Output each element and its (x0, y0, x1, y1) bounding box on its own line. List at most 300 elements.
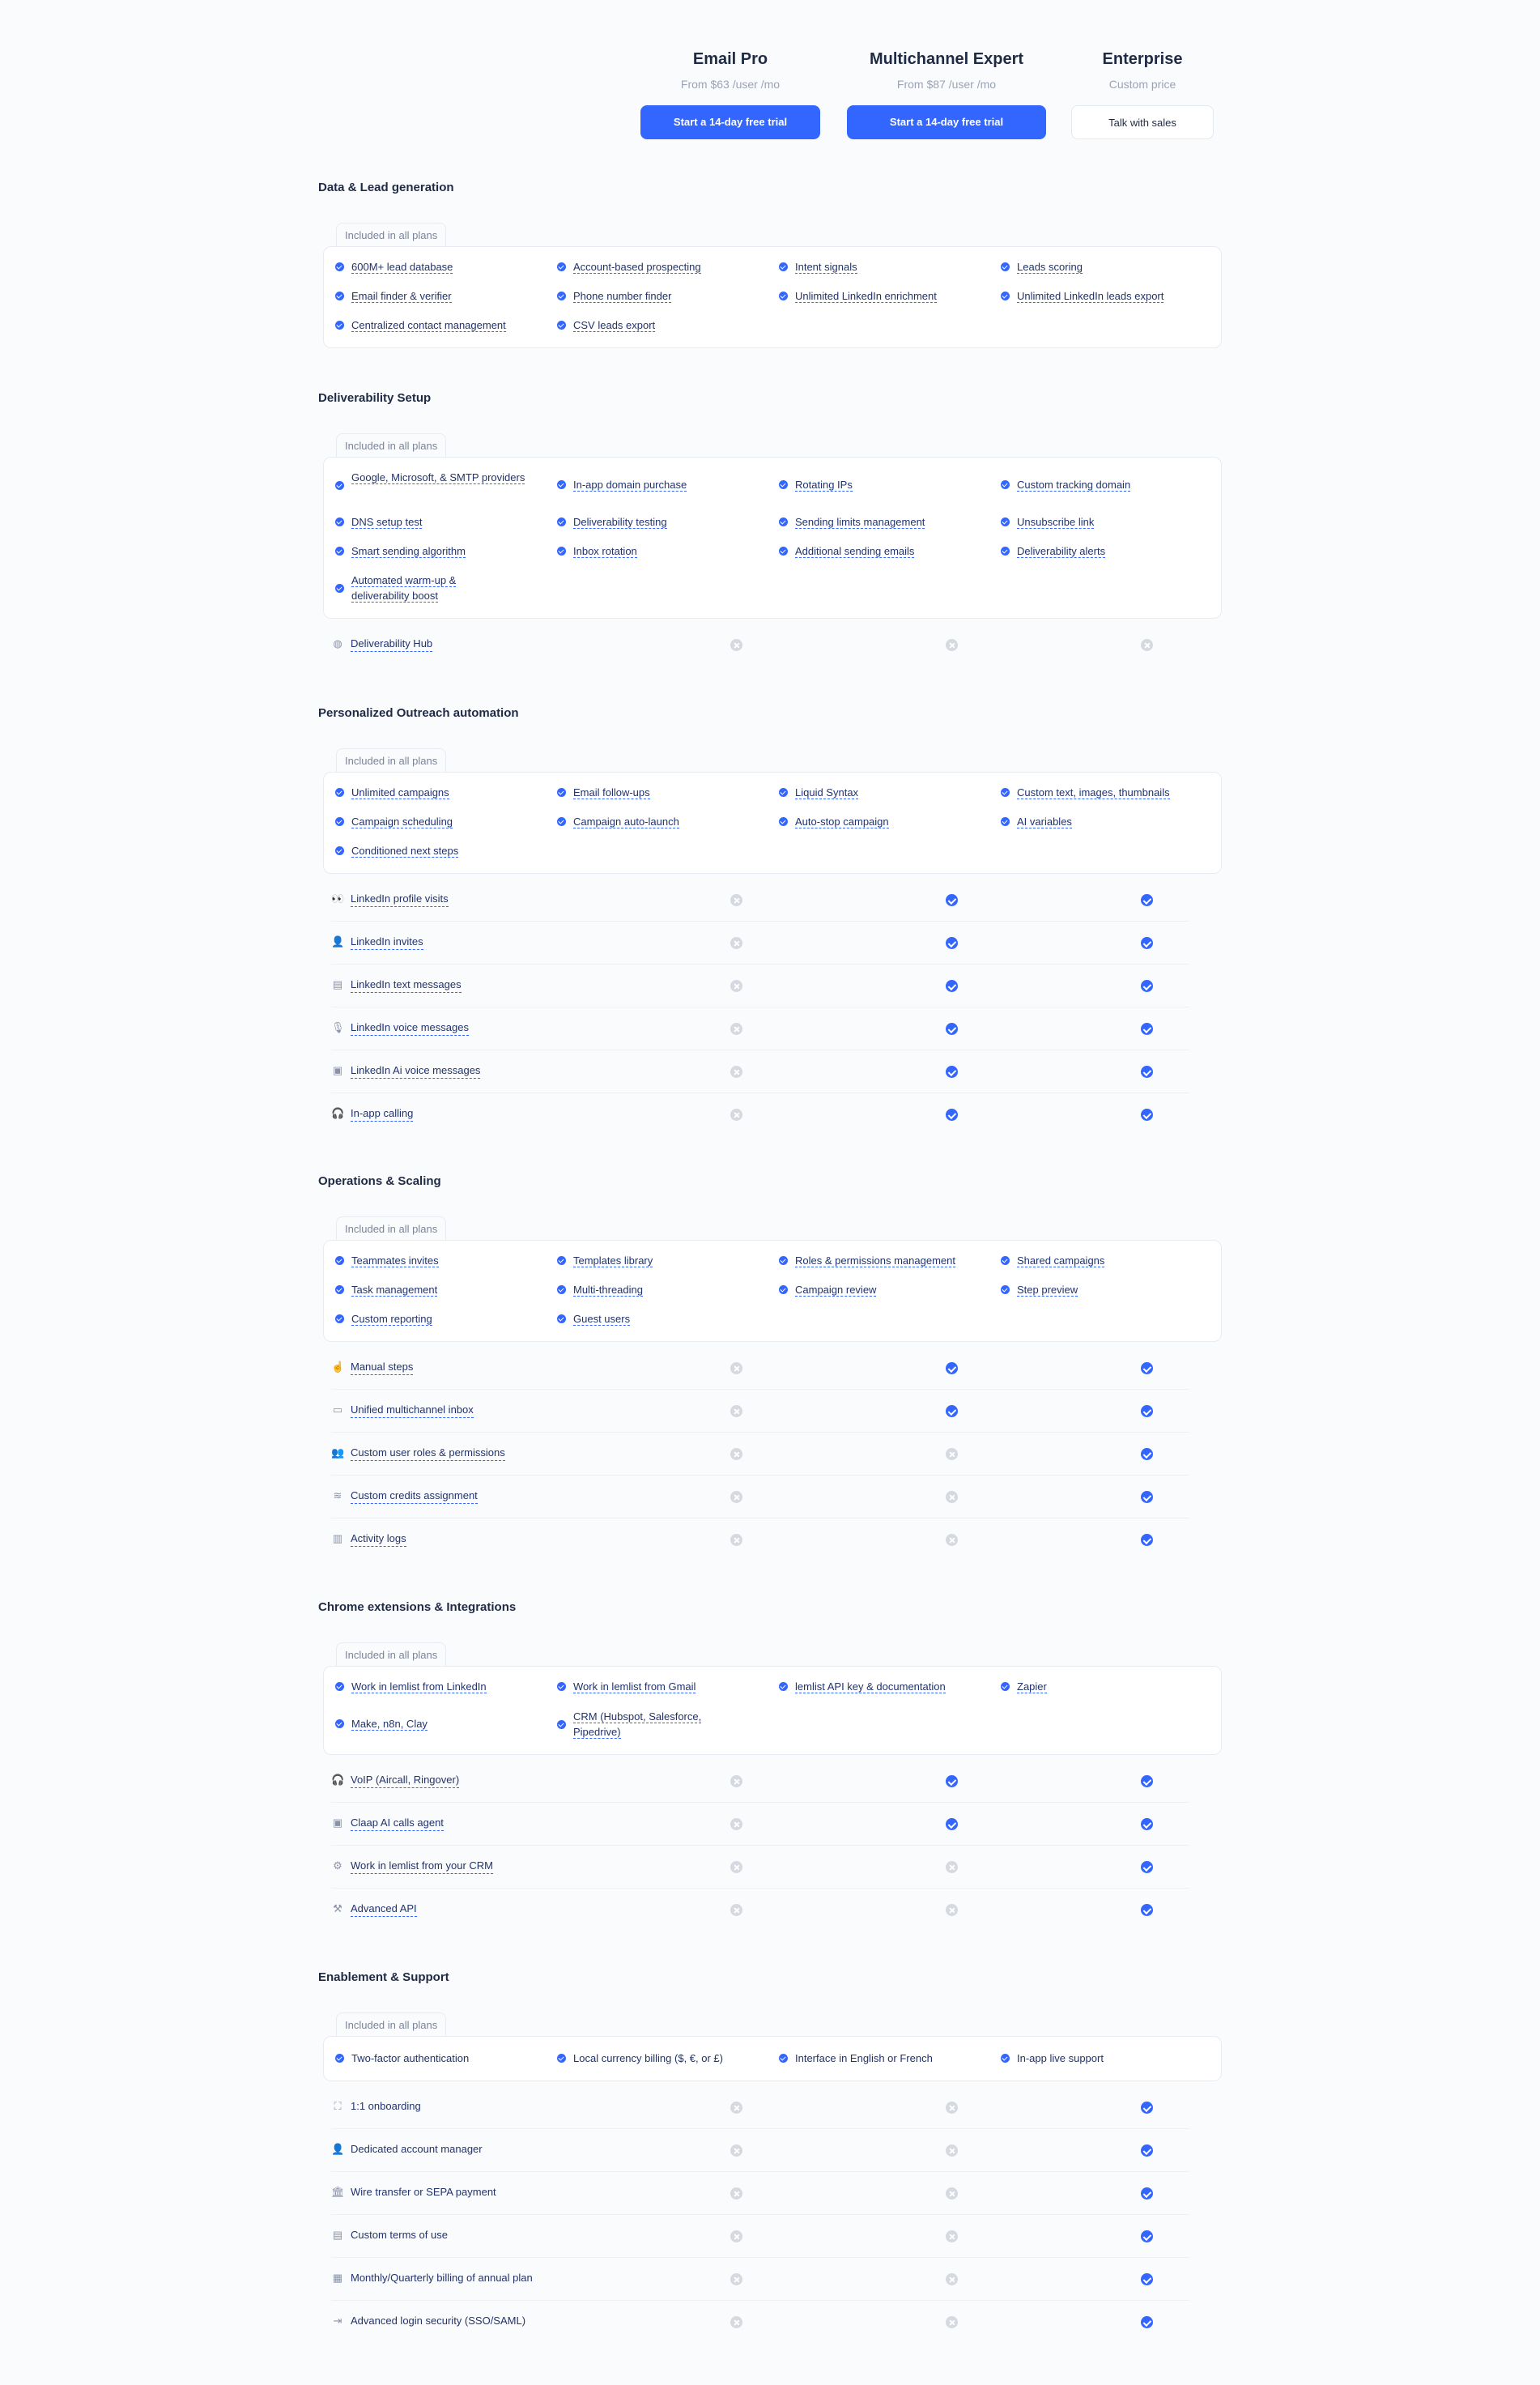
feature-label: Unlimited campaigns (351, 786, 449, 799)
x-icon (946, 2316, 958, 2328)
check-icon (1141, 1904, 1153, 1916)
feature-item[interactable] (335, 1282, 544, 1297)
login-icon: ⇥ (333, 2315, 342, 2327)
check-icon (946, 1109, 958, 1121)
start-trial-button[interactable]: Start a 14-day free trial (847, 105, 1046, 139)
feature-label: Automated warm-up & deliverability boost (351, 574, 457, 602)
feature-row-label: Custom terms of use (351, 2229, 448, 2241)
feature-label: Inbox rotation (573, 545, 637, 557)
check-icon (557, 817, 566, 826)
feature-label: CRM (Hubspot, Salesforce, Pipedrive) (573, 1710, 702, 1738)
feature-item[interactable] (1001, 259, 1210, 275)
feature-label: Sending limits management (795, 516, 925, 528)
x-icon (730, 2230, 742, 2242)
feature-label: Smart sending algorithm (351, 545, 466, 557)
included-features-box (323, 246, 1222, 348)
feature-row-label[interactable]: LinkedIn invites (351, 935, 423, 950)
check-icon (1141, 2187, 1153, 2200)
feature-label: Custom reporting (351, 1313, 432, 1325)
feature-item[interactable] (557, 543, 766, 559)
feature-row (331, 2172, 1189, 2215)
check-icon (335, 1314, 344, 1323)
feature-row-label: Wire transfer or SEPA payment (351, 2186, 496, 2198)
feature-label: Google, Microsoft, & SMTP providers (351, 471, 525, 483)
check-icon (1141, 2102, 1153, 2114)
feature-item[interactable] (335, 1679, 544, 1694)
check-icon (1141, 2230, 1153, 2242)
feature-item[interactable] (779, 259, 988, 275)
check-icon (1001, 788, 1010, 797)
x-icon (946, 2144, 958, 2157)
check-icon (1141, 2144, 1153, 2157)
feature-item[interactable] (1001, 514, 1210, 530)
check-icon (1141, 1775, 1153, 1787)
feature-item[interactable] (335, 1253, 544, 1268)
feature-label: Rotating IPs (795, 479, 853, 491)
feature-row (331, 624, 1189, 667)
plan-multichannel-expert (847, 45, 1046, 139)
check-icon (779, 1682, 788, 1691)
feature-item[interactable] (557, 477, 766, 492)
feature-row (331, 1518, 1189, 1561)
feature-label: Local currency billing ($, €, or £) (573, 2052, 723, 2064)
check-icon (335, 846, 344, 855)
feature-label: Conditioned next steps (351, 845, 459, 857)
feature-item[interactable] (335, 573, 489, 603)
check-icon (335, 2054, 344, 2063)
feature-item[interactable] (1001, 814, 1210, 829)
feature-label: Make, n8n, Clay (351, 1718, 428, 1730)
feature-row (331, 965, 1189, 1007)
check-icon (557, 1256, 566, 1265)
hand-pointer-icon: ☝ (331, 1361, 345, 1373)
feature-label: Custom text, images, thumbnails (1017, 786, 1170, 799)
plan-price: Custom price (1108, 78, 1176, 91)
included-tag: Included in all plans (336, 433, 446, 458)
check-icon (335, 584, 344, 593)
feature-label: lemlist API key & documentation (795, 1680, 946, 1693)
feature-row-label[interactable]: VoIP (Aircall, Ringover) (351, 1773, 459, 1788)
person-icon: 👤 (331, 2143, 345, 2155)
included-features-box (323, 457, 1222, 619)
feature-row (331, 1476, 1189, 1518)
check-icon (335, 481, 344, 490)
feature-row-label[interactable]: LinkedIn Ai voice messages (351, 1063, 480, 1079)
x-icon (946, 2230, 958, 2242)
check-icon (779, 547, 788, 556)
feature-row (331, 1803, 1189, 1846)
eyes-icon: 👀 (331, 892, 345, 905)
feature-item[interactable] (779, 514, 988, 530)
feature-label: DNS setup test (351, 516, 423, 528)
check-icon (1001, 817, 1010, 826)
check-icon (557, 788, 566, 797)
feature-label: Templates library (573, 1254, 653, 1267)
feature-item[interactable] (779, 1679, 988, 1694)
feature-row (331, 2215, 1189, 2258)
feature-label: Work in lemlist from LinkedIn (351, 1680, 487, 1693)
feature-item[interactable] (335, 514, 544, 530)
check-icon (779, 817, 788, 826)
feature-label: Zapier (1017, 1680, 1047, 1693)
talk-with-sales-button[interactable]: Talk with sales (1071, 105, 1214, 139)
x-icon (730, 1775, 742, 1787)
feature-item[interactable] (557, 1253, 766, 1268)
check-icon (946, 1775, 958, 1787)
x-icon (946, 1448, 958, 1460)
section-title: Enablement & Support (318, 1970, 449, 1984)
check-icon (1141, 1109, 1153, 1121)
check-icon (1001, 262, 1010, 271)
feature-row (331, 1433, 1189, 1476)
feature-item[interactable] (779, 288, 988, 304)
feature-label: Step preview (1017, 1284, 1078, 1296)
check-icon (1141, 894, 1153, 906)
feature-item[interactable] (335, 814, 544, 829)
user-plus-icon: 👤 (331, 935, 345, 948)
presentation-icon: ⛶ (334, 2100, 342, 2112)
feature-item[interactable] (1001, 1253, 1210, 1268)
feature-item[interactable] (557, 785, 766, 800)
plan-price: From $63 /user /mo (680, 78, 781, 91)
feature-label: Work in lemlist from Gmail (573, 1680, 696, 1693)
check-icon (946, 937, 958, 949)
feature-row-label[interactable]: Unified multichannel inbox (351, 1403, 474, 1418)
feature-item[interactable] (1001, 785, 1210, 800)
included-features-box (323, 2036, 1222, 2081)
plan-enterprise (1071, 45, 1214, 139)
feature-item[interactable] (335, 785, 544, 800)
check-icon (557, 1720, 566, 1729)
section-outreach-automation (318, 705, 1222, 1143)
check-icon (946, 1362, 958, 1374)
x-icon (730, 2102, 742, 2114)
check-icon (557, 262, 566, 271)
ai-chip-icon: ▣ (332, 1064, 343, 1076)
plan-headers (318, 45, 1222, 143)
check-icon (335, 1719, 344, 1728)
check-icon (779, 1256, 788, 1265)
check-icon (557, 547, 566, 556)
check-icon (557, 1682, 566, 1691)
x-icon (730, 1448, 742, 1460)
x-icon (946, 2273, 958, 2285)
feature-item[interactable] (779, 785, 988, 800)
x-icon (730, 2144, 742, 2157)
feature-row-label[interactable]: In-app calling (351, 1106, 413, 1122)
included-tag: Included in all plans (336, 748, 446, 773)
feature-item[interactable] (779, 477, 988, 492)
feature-row-label[interactable]: Custom user roles & permissions (351, 1446, 505, 1461)
feature-label: Email finder & verifier (351, 290, 452, 302)
x-icon (730, 1066, 742, 1078)
check-icon (335, 817, 344, 826)
check-icon (557, 2054, 566, 2063)
included-tag: Included in all plans (336, 2012, 446, 2037)
x-icon (946, 1904, 958, 1916)
feature-item[interactable] (557, 1709, 735, 1740)
feature-item[interactable] (779, 814, 988, 829)
check-icon (557, 1314, 566, 1323)
feature-item[interactable] (557, 514, 766, 530)
section-title: Chrome extensions & Integrations (318, 1600, 517, 1614)
feature-item[interactable] (779, 543, 988, 559)
x-icon (946, 2187, 958, 2200)
wrench-icon: ⚒ (333, 1902, 342, 1914)
feature-row-label[interactable]: Work in lemlist from your CRM (351, 1859, 493, 1874)
x-icon (946, 1861, 958, 1873)
check-icon (335, 1256, 344, 1265)
calendar-icon: ▦ (332, 2272, 343, 2284)
check-icon (557, 480, 566, 489)
inbox-icon: ▭ (332, 1403, 343, 1416)
feature-label: In-app live support (1017, 2052, 1104, 2064)
feature-row (331, 1390, 1189, 1433)
check-icon (779, 1285, 788, 1294)
feature-label: Unlimited LinkedIn enrichment (795, 290, 937, 302)
ai-chip-icon: ▣ (332, 1816, 343, 1829)
check-icon (1141, 1534, 1153, 1546)
check-icon (1141, 980, 1153, 992)
section-chrome-integrations (318, 1599, 1222, 1956)
check-icon (335, 788, 344, 797)
feature-row-label: Advanced login security (SSO/SAML) (351, 2315, 526, 2327)
check-icon (1001, 1256, 1010, 1265)
check-icon (557, 292, 566, 300)
feature-item[interactable] (335, 288, 544, 304)
x-icon (730, 1362, 742, 1374)
feature-row-label[interactable]: Claap AI calls agent (351, 1816, 444, 1831)
feature-row (331, 922, 1189, 965)
x-icon (730, 639, 742, 651)
check-icon (946, 894, 958, 906)
bank-icon: 🏛 (331, 2186, 345, 2198)
feature-label: AI variables (1017, 816, 1072, 828)
start-trial-button[interactable]: Start a 14-day free trial (640, 105, 820, 139)
feature-row-label[interactable]: Advanced API (351, 1902, 417, 1917)
feature-item[interactable] (557, 259, 766, 275)
feature-row-label[interactable]: Deliverability Hub (351, 637, 432, 652)
feature-label: Unlimited LinkedIn leads export (1017, 290, 1164, 302)
feature-label: Roles & permissions management (795, 1254, 955, 1267)
x-icon (730, 937, 742, 949)
feature-item[interactable] (779, 1253, 988, 1268)
section-title: Operations & Scaling (318, 1174, 441, 1188)
check-icon (1141, 2273, 1153, 2285)
section-data-lead-generation (318, 180, 1222, 366)
feature-item[interactable] (557, 2051, 766, 2066)
check-icon (1141, 1861, 1153, 1873)
feature-row (331, 1050, 1189, 1093)
included-features-box (323, 1240, 1222, 1342)
check-icon (335, 1285, 344, 1294)
check-icon (335, 262, 344, 271)
feature-label: Deliverability alerts (1017, 545, 1106, 557)
feature-item[interactable] (557, 288, 766, 304)
check-icon (946, 1405, 958, 1417)
headset-icon: 🎧 (331, 1774, 345, 1786)
check-icon (946, 980, 958, 992)
check-icon (1141, 1818, 1153, 1830)
plan-price: From $87 /user /mo (896, 78, 997, 91)
check-icon (1141, 1491, 1153, 1503)
check-icon (335, 517, 344, 526)
check-icon (557, 1285, 566, 1294)
feature-item[interactable] (1001, 543, 1210, 559)
check-icon (335, 1682, 344, 1691)
feature-item[interactable] (335, 1716, 544, 1731)
x-icon (730, 2273, 742, 2285)
feature-row (331, 2086, 1189, 2129)
check-icon (1141, 1405, 1153, 1417)
clipboard-icon: ▥ (332, 1532, 343, 1544)
feature-label: Account-based prospecting (573, 261, 701, 273)
x-icon (946, 1534, 958, 1546)
feature-item[interactable] (335, 2051, 544, 2066)
feature-row (331, 1889, 1189, 1931)
section-title: Deliverability Setup (318, 391, 432, 405)
included-tag: Included in all plans (336, 1216, 446, 1241)
feature-item[interactable] (1001, 477, 1210, 492)
feature-row-label[interactable]: LinkedIn text messages (351, 977, 462, 993)
check-icon (779, 788, 788, 797)
section-deliverability-setup (318, 390, 1222, 674)
included-tag: Included in all plans (336, 223, 446, 247)
check-icon (557, 517, 566, 526)
feature-item[interactable] (557, 1311, 766, 1327)
plan-name: Multichannel Expert (869, 50, 1024, 68)
check-icon (557, 321, 566, 330)
x-icon (946, 639, 958, 651)
plan-name: Email Pro (692, 50, 768, 68)
feature-item[interactable] (1001, 1679, 1210, 1694)
x-icon (730, 1534, 742, 1546)
feature-label: Deliverability testing (573, 516, 667, 528)
feature-item[interactable] (1001, 1282, 1210, 1297)
check-icon (1141, 937, 1153, 949)
check-icon (779, 262, 788, 271)
check-icon (779, 517, 788, 526)
feature-label: Two-factor authentication (351, 2052, 470, 2064)
feature-item[interactable] (335, 1311, 544, 1327)
feature-label: Campaign review (795, 1284, 877, 1296)
document-icon: ▤ (332, 2229, 343, 2241)
included-features-box (323, 1666, 1222, 1755)
feature-row (331, 2258, 1189, 2301)
feature-label: Phone number finder (573, 290, 672, 302)
feature-item[interactable] (557, 317, 766, 333)
check-icon (335, 547, 344, 556)
check-icon (1001, 1285, 1010, 1294)
x-icon (730, 1023, 742, 1035)
feature-label: Custom tracking domain (1017, 479, 1131, 491)
feature-item[interactable] (335, 470, 544, 485)
feature-item[interactable] (557, 1282, 766, 1297)
x-icon (730, 894, 742, 906)
section-operations-scaling (318, 1173, 1222, 1570)
check-icon (1001, 1682, 1010, 1691)
check-icon (1001, 480, 1010, 489)
feature-item[interactable] (779, 2051, 988, 2066)
check-icon (779, 2054, 788, 2063)
feature-label: CSV leads export (573, 319, 656, 331)
section-title: Data & Lead generation (318, 181, 454, 194)
feature-label: Liquid Syntax (795, 786, 859, 799)
feature-label: Centralized contact management (351, 319, 506, 331)
check-icon (1141, 1023, 1153, 1035)
feature-label: Campaign auto-launch (573, 816, 679, 828)
x-icon (730, 1405, 742, 1417)
x-icon (1141, 639, 1153, 651)
check-icon (1001, 517, 1010, 526)
feature-item[interactable] (335, 843, 544, 858)
feature-label: Campaign scheduling (351, 816, 453, 828)
feature-label: Email follow-ups (573, 786, 650, 799)
feature-label: Guest users (573, 1313, 631, 1325)
feature-row (331, 1846, 1189, 1889)
x-icon (730, 1861, 742, 1873)
check-icon (1001, 292, 1010, 300)
check-icon (946, 1023, 958, 1035)
user-gear-icon: 👥 (331, 1446, 345, 1459)
feature-row-label[interactable]: LinkedIn profile visits (351, 892, 449, 907)
check-icon (779, 480, 788, 489)
feature-label: Auto-stop campaign (795, 816, 889, 828)
plan-name: Enterprise (1102, 50, 1183, 68)
x-icon (730, 1818, 742, 1830)
section-title: Personalized Outreach automation (318, 706, 519, 720)
section-enablement-support (318, 1970, 1222, 2350)
headset-icon: 🎧 (331, 1107, 345, 1119)
check-icon (946, 1066, 958, 1078)
feature-label: 600M+ lead database (351, 261, 453, 273)
check-icon (1141, 2316, 1153, 2328)
chat-icon: ▤ (332, 978, 343, 990)
x-icon (946, 1491, 958, 1503)
feature-row-label[interactable]: Manual steps (351, 1360, 413, 1375)
check-icon (1141, 1362, 1153, 1374)
feature-item[interactable] (335, 543, 544, 559)
feature-item[interactable] (1001, 2051, 1210, 2066)
feature-row-label[interactable]: LinkedIn voice messages (351, 1020, 469, 1036)
check-icon (1141, 1448, 1153, 1460)
feature-item[interactable] (557, 814, 766, 829)
x-icon (730, 1491, 742, 1503)
feature-row (331, 1760, 1189, 1803)
feature-item[interactable] (335, 259, 544, 275)
feature-row-label: Monthly/Quarterly billing of annual plan (351, 2272, 533, 2284)
feature-label: Additional sending emails (795, 545, 915, 557)
feature-label: Teammates invites (351, 1254, 439, 1267)
coins-icon: ≋ (333, 1489, 342, 1501)
feature-item[interactable] (779, 1282, 988, 1297)
feature-row (331, 1007, 1189, 1050)
feature-row-label[interactable]: Activity logs (351, 1531, 406, 1547)
feature-row-label[interactable]: Custom credits assignment (351, 1488, 478, 1504)
check-icon (335, 321, 344, 330)
plan-email-pro (640, 45, 820, 139)
check-icon (1001, 2054, 1010, 2063)
x-icon (730, 980, 742, 992)
feature-label: Leads scoring (1017, 261, 1083, 273)
feature-row (331, 1347, 1189, 1390)
check-icon (335, 292, 344, 300)
feature-item[interactable] (1001, 288, 1210, 304)
feature-item[interactable] (557, 1679, 766, 1694)
feature-item[interactable] (335, 317, 544, 333)
feature-label: Task management (351, 1284, 438, 1296)
x-icon (730, 1904, 742, 1916)
